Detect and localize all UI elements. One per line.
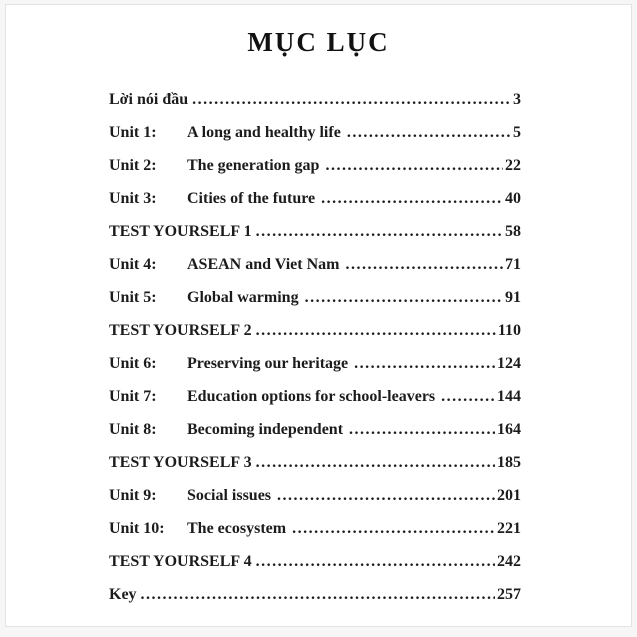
toc-entry — [109, 554, 521, 570]
entry-title: Global warming — [187, 289, 299, 306]
dot-leader — [256, 323, 496, 339]
dot-leader — [256, 455, 495, 471]
entry-page-number: 164 — [497, 421, 521, 438]
entry-label: Unit 4: — [109, 256, 157, 273]
entry-label: TEST YOURSELF 2 — [109, 322, 252, 339]
entry-page-number: 110 — [497, 322, 521, 339]
entry-page-number: 221 — [497, 520, 521, 537]
entry-label: Unit 10: — [109, 520, 165, 537]
dot-leader — [277, 488, 495, 504]
dot-leader — [321, 191, 503, 207]
entry-title: ASEAN and Viet Nam — [187, 256, 340, 273]
entry-title: The generation gap — [187, 157, 320, 174]
entry-label: TEST YOURSELF 3 — [109, 454, 252, 471]
toc-entry — [109, 389, 521, 405]
entry-page-number: 40 — [505, 190, 521, 207]
entry-label: Unit 5: — [109, 289, 157, 306]
entry-title: Education options for school-leavers — [187, 388, 436, 405]
dot-leader — [325, 158, 503, 174]
dot-leader — [256, 554, 495, 570]
entry-title: Becoming independent — [187, 421, 344, 438]
entry-title: Preserving our heritage — [187, 355, 349, 372]
entry-page-number: 144 — [497, 388, 521, 405]
dot-leader — [192, 92, 511, 108]
entry-title: A long and healthy life — [187, 124, 341, 141]
entry-page-number: 71 — [505, 256, 521, 273]
entry-title: Cities of the future — [187, 190, 316, 207]
entry-page-number: 201 — [497, 487, 521, 504]
entry-page-number: 58 — [505, 223, 521, 240]
toc-entry — [109, 191, 521, 207]
entry-page-number: 91 — [505, 289, 521, 306]
toc-entry — [109, 422, 521, 438]
dot-leader — [305, 290, 503, 306]
toc-entry — [109, 125, 521, 141]
dot-leader — [441, 389, 495, 405]
entry-title: Social issues — [187, 487, 272, 504]
toc-entry — [109, 455, 521, 471]
entry-page-number: 185 — [497, 454, 521, 471]
toc-entry — [109, 587, 521, 603]
entry-label: Key — [109, 586, 137, 603]
dot-leader — [256, 224, 503, 240]
page-title: MỤC LỤC — [247, 27, 390, 57]
toc-page — [5, 4, 632, 627]
entry-label: Unit 2: — [109, 157, 157, 174]
entry-label: TEST YOURSELF 1 — [109, 223, 252, 240]
toc-entry — [109, 356, 521, 372]
dot-leader — [345, 257, 503, 273]
entry-label: Unit 7: — [109, 388, 157, 405]
toc-entry — [109, 323, 521, 339]
dot-leader — [349, 422, 495, 438]
entry-page-number: 5 — [513, 124, 521, 141]
dot-leader — [347, 125, 511, 141]
toc-entry — [109, 521, 521, 537]
entry-page-number: 257 — [497, 586, 521, 603]
toc-entry — [109, 92, 521, 108]
entry-page-number: 3 — [513, 91, 521, 108]
entry-title: The ecosystem — [187, 520, 287, 537]
toc-list — [6, 92, 631, 603]
toc-entry — [109, 290, 521, 306]
entry-label: Unit 9: — [109, 487, 157, 504]
toc-entry — [109, 158, 521, 174]
dot-leader — [354, 356, 495, 372]
entry-label: TEST YOURSELF 4 — [109, 553, 252, 570]
entry-label: Unit 3: — [109, 190, 157, 207]
toc-entry — [109, 224, 521, 240]
entry-page-number: 124 — [497, 355, 521, 372]
entry-label: Unit 8: — [109, 421, 157, 438]
entry-label: Unit 1: — [109, 124, 157, 141]
entry-label: Lời nói đầu — [109, 91, 189, 108]
toc-entry — [109, 257, 521, 273]
dot-leader — [292, 521, 495, 537]
entry-page-number: 22 — [505, 157, 521, 174]
entry-label: Unit 6: — [109, 355, 157, 372]
toc-entry — [109, 488, 521, 504]
dot-leader — [141, 587, 495, 603]
entry-page-number: 242 — [497, 553, 521, 570]
